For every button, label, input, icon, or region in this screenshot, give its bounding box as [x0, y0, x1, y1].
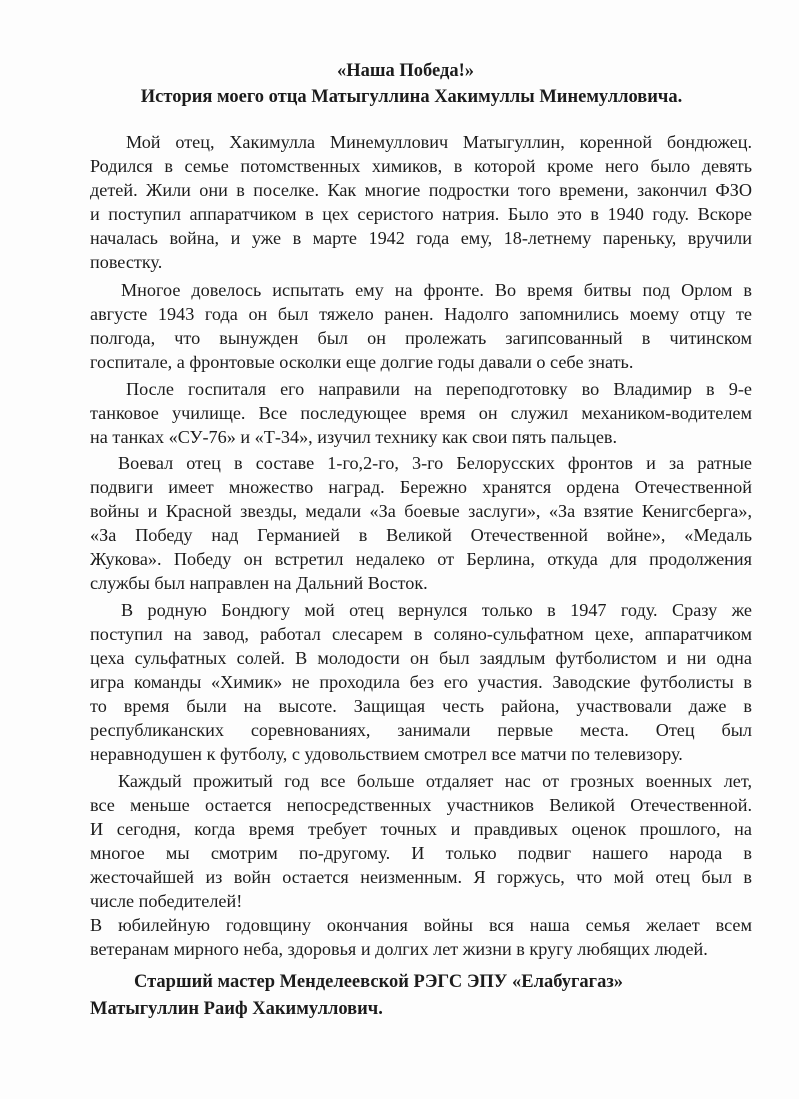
body-line: Родился в семье потомственных химиков, в которой кроме него было девять: [90, 156, 752, 176]
body-line: августе 1943 года он был тяжело ранен. Надолго запомнились моему отцу те: [90, 304, 752, 324]
body-line: все меньше остается непосредственных участников Великой Отечественной.: [90, 795, 752, 815]
body-line: на танках «СУ-76» и «Т-34», изучил технику как свои пять пальцев.: [90, 427, 618, 447]
body-line: И сегодня, когда время требует точных и правдивых оценок прошлого, на: [90, 819, 752, 839]
signature-position: Старший мастер Менделеевской РЭГС ЭПУ «Елабугагаз»: [134, 972, 624, 992]
document-title: «Наша Победа!»: [336, 61, 474, 81]
body-line: повестку.: [90, 252, 163, 272]
body-line: числе победителей!: [90, 891, 243, 911]
body-line: цеха сульфатных солей. В молодости он был заядлым футболистом и ни одна: [90, 648, 752, 668]
document-subtitle: История моего отца Матыгуллина Хакимуллы Минемулловича.: [140, 87, 683, 107]
body-line: поступил на завод, работал слесарем в соляно-сульфатном цехе, аппаратчиком: [90, 624, 752, 644]
body-line: детей. Жили они в поселке. Как многие подростки того времени, закончил ФЗО: [90, 180, 752, 200]
body-line: игра команды «Химик» не проходила без его участия. Заводские футболисты в: [90, 672, 752, 692]
body-line: Каждый прожитый год все больше отдаляет нас от грозных военных лет,: [118, 771, 752, 791]
body-line: танковое училище. Все последующее время он служил механиком-водителем: [90, 403, 752, 423]
body-line: неравнодушен к футболу, с удовольствием смотрел все матчи по телевизору.: [90, 744, 683, 764]
body-line: Жукова». Победу он встретил недалеко от Берлина, откуда для продолжения: [90, 549, 752, 569]
body-line: началась война, и уже в марте 1942 года ему, 18-летнему пареньку, вручили: [90, 228, 752, 248]
body-line: войны и Красной звезды, медали «За боевые заслуги», «За взятие Кенигсберга»,: [90, 501, 752, 521]
body-line: Воевал отец в составе 1-го,2-го, 3-го Белорусских фронтов и за ратные: [118, 453, 752, 473]
body-line: многое мы смотрим по-другому. И только подвиг нашего народа в: [90, 843, 752, 863]
body-line: республиканских соревнованиях, занимали первые места. Отец был: [90, 720, 752, 740]
body-line: ветеранам мирного неба, здоровья и долгих лет жизни в кругу любящих людей.: [90, 939, 708, 959]
signature-name: Матыгуллин Раиф Хакимуллович.: [90, 999, 383, 1019]
body-line: «За Победу над Германией в Великой Отечественной войне», «Медаль: [90, 525, 752, 545]
body-line: Многое довелось испытать ему на фронте. Во время битвы под Орлом в: [121, 280, 752, 300]
body-line: После госпиталя его направили на переподготовку во Владимир в 9-е: [126, 379, 752, 399]
body-line: и поступил аппаратчиком в цех серистого натрия. Было это в 1940 году. Вскоре: [90, 204, 752, 224]
body-line: жесточайшей из войн остается неизменным. Я горжусь, что мой отец был в: [90, 867, 752, 887]
body-line: В юбилейную годовщину окончания войны вся наша семья желает всем: [90, 915, 752, 935]
body-line: Мой отец, Хакимулла Минемуллович Матыгуллин, коренной бондюжец.: [126, 132, 752, 152]
body-line: то время были на высоте. Защищая честь района, участвовали даже в: [90, 696, 752, 716]
body-line: госпитале, а фронтовые осколки еще долгие годы давали о себе знать.: [90, 352, 634, 372]
body-line: службы был направлен на Дальний Восток.: [90, 573, 428, 593]
body-line: подвиги имеет множество наград. Бережно хранятся ордена Отечественной: [90, 477, 752, 497]
body-line: полгода, что вынужден был он пролежать загипсованный в читинском: [90, 328, 752, 348]
body-line: В родную Бондюгу мой отец вернулся только в 1947 году. Сразу же: [121, 600, 752, 620]
